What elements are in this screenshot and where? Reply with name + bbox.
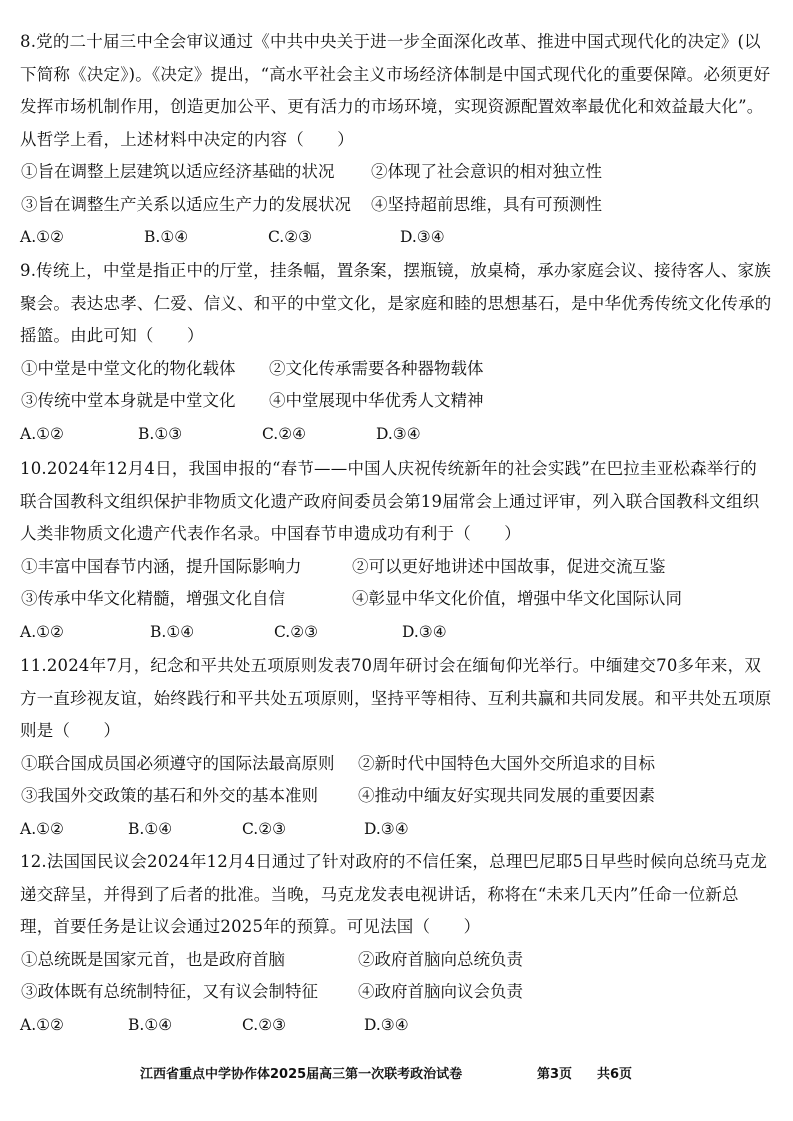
statement-row <box>20 976 772 1009</box>
statement-3: ③传承中华文化精髓，增强文化自信 <box>21 589 285 608</box>
statement-1: ①丰富中国春节内涵，提升国际影响力 <box>21 556 302 576</box>
statement-row <box>20 385 772 418</box>
statement-3: ③我国外交政策的基石和外交的基本准则 <box>21 786 318 805</box>
statement-1: ①总统既是国家元首，也是政府首脑 <box>21 949 285 969</box>
choice-b: B.①④ <box>128 819 173 838</box>
answer-choices <box>20 221 772 253</box>
choice-c: C.②③ <box>242 819 287 838</box>
answer-choices <box>20 1009 772 1041</box>
statement-4: ④推动中缅友好实现共同发展的重要因素 <box>358 786 655 805</box>
question-stem: 12.法国国民议会2024年12月4日通过了针对政府的不信任案，总理巴尼耶5日早些时候向总统马克龙递交辞呈，并得到了后者的批准。当晚，马克龙发表电视讲话，称将在“未来几天内”任命一位新总理，首要任务是让议会通过2025年的预算。可见法国（ ） <box>20 852 768 936</box>
statement-row <box>20 189 772 222</box>
question-11 <box>20 650 772 845</box>
answer-choices <box>20 418 772 450</box>
statement-3: ③旨在调整生产关系以适应生产力的发展状况 <box>21 194 351 214</box>
statement-1: ①中堂是中堂文化的物化载体 <box>21 358 236 378</box>
answer-choices <box>20 813 772 845</box>
choice-d: D.③④ <box>376 424 421 443</box>
statement-4: ④彰显中华文化价值，增强中华文化国际认同 <box>352 589 682 608</box>
statement-2: ②体现了社会意识的相对独立性 <box>371 162 602 181</box>
choice-d: D.③④ <box>402 622 447 641</box>
answer-choices <box>20 616 772 648</box>
choice-a: A.①② <box>20 1015 64 1034</box>
exam-title: 江西省重点中学协作体2025届高三第一次联考政治试卷 <box>140 1067 463 1082</box>
choice-c: C.②③ <box>242 1015 287 1034</box>
statement-2: ②新时代中国特色大国外交所追求的目标 <box>358 753 655 773</box>
statement-row <box>20 156 772 189</box>
statement-row <box>20 551 772 584</box>
choice-b: B.①③ <box>138 424 183 443</box>
question-10 <box>20 453 772 648</box>
statement-4: ④政府首脑向议会负责 <box>358 982 523 1001</box>
choice-a: A.①② <box>20 819 64 838</box>
statement-2: ②可以更好地讲述中国故事，促进交流互鉴 <box>352 556 666 576</box>
statement-1: ①联合国成员国必须遵守的国际法最高原则 <box>21 753 335 773</box>
statement-4: ④坚持超前思维，具有可预测性 <box>371 194 602 214</box>
statement-3: ③传统中堂本身就是中堂文化 <box>21 391 236 410</box>
statement-row <box>20 583 772 616</box>
question-9 <box>20 255 772 450</box>
choice-b: B.①④ <box>144 228 189 246</box>
statement-row <box>20 780 772 813</box>
page-number: 第3页 <box>537 1067 573 1082</box>
statement-row <box>20 353 772 386</box>
choice-a: A.①② <box>20 228 64 246</box>
question-stem: 9.传统上，中堂是指正中的厅堂，挂条幅，置条案，摆瓶镜，放桌椅，承办家庭会议、接待客人、家族聚会。表达忠孝、仁爱、信义、和平的中堂文化，是家庭和睦的思想基石，是中华优秀传统文化传承的摇篮。由此可知（ ） <box>20 261 772 345</box>
statement-1: ①旨在调整上层建筑以适应经济基础的状况 <box>21 162 335 181</box>
choice-d: D.③④ <box>364 1015 409 1034</box>
question-stem: 11.2024年7月，纪念和平共处五项原则发表70周年研讨会在缅甸仰光举行。中缅建交70多年来，双方一直珍视友谊，始终践行和平共处五项原则，坚持平等相待、互利共赢和共同发展。和平共处五项原则是（ ） <box>20 656 772 740</box>
question-stem: 10.2024年12月4日，我国申报的“春节——中国人庆祝传统新年的社会实践”在巴拉圭亚松森举行的联合国教科文组织保护非物质文化遗产政府间委员会第19届常会上通过评审，列入联合国教科文组织人类非物质文化遗产代表作名录。中国春节申遗成功有利于（ ） <box>20 459 760 543</box>
choice-d: D.③④ <box>364 819 409 838</box>
statement-4: ④中堂展现中华优秀人文精神 <box>269 391 484 410</box>
statement-2: ②政府首脑向总统负责 <box>358 949 523 969</box>
statement-3: ③政体既有总统制特征，又有议会制特征 <box>21 982 318 1001</box>
choice-a: A.①② <box>20 622 64 641</box>
choice-b: B.①④ <box>128 1015 173 1034</box>
choice-a: A.①② <box>20 424 64 443</box>
choice-c: C.②④ <box>262 424 307 443</box>
question-8 <box>20 26 772 253</box>
question-stem: 8.党的二十届三中全会审议通过《中共中央关于进一步全面深化改革、推进中国式现代化的决定》(以下简称《决定》)。《决定》提出，“高水平社会主义市场经济体制是中国式现代化的重要保障。必须更好发挥市场机制作用，创造更加公平、更有活力的市场环境，实现资源配置效率最优化和效益最大化”。从哲学上看，上述材料中决定的内容（ ） <box>20 32 771 149</box>
statement-2: ②文化传承需要各种器物载体 <box>269 358 484 378</box>
question-12 <box>20 846 772 1041</box>
choice-d: D.③④ <box>400 228 445 246</box>
statement-row <box>20 748 772 781</box>
page-total: 共6页 <box>597 1067 633 1082</box>
choice-c: C.②③ <box>274 622 319 641</box>
choice-c: C.②③ <box>268 228 313 246</box>
choice-b: B.①④ <box>150 622 195 641</box>
statement-row <box>20 944 772 977</box>
